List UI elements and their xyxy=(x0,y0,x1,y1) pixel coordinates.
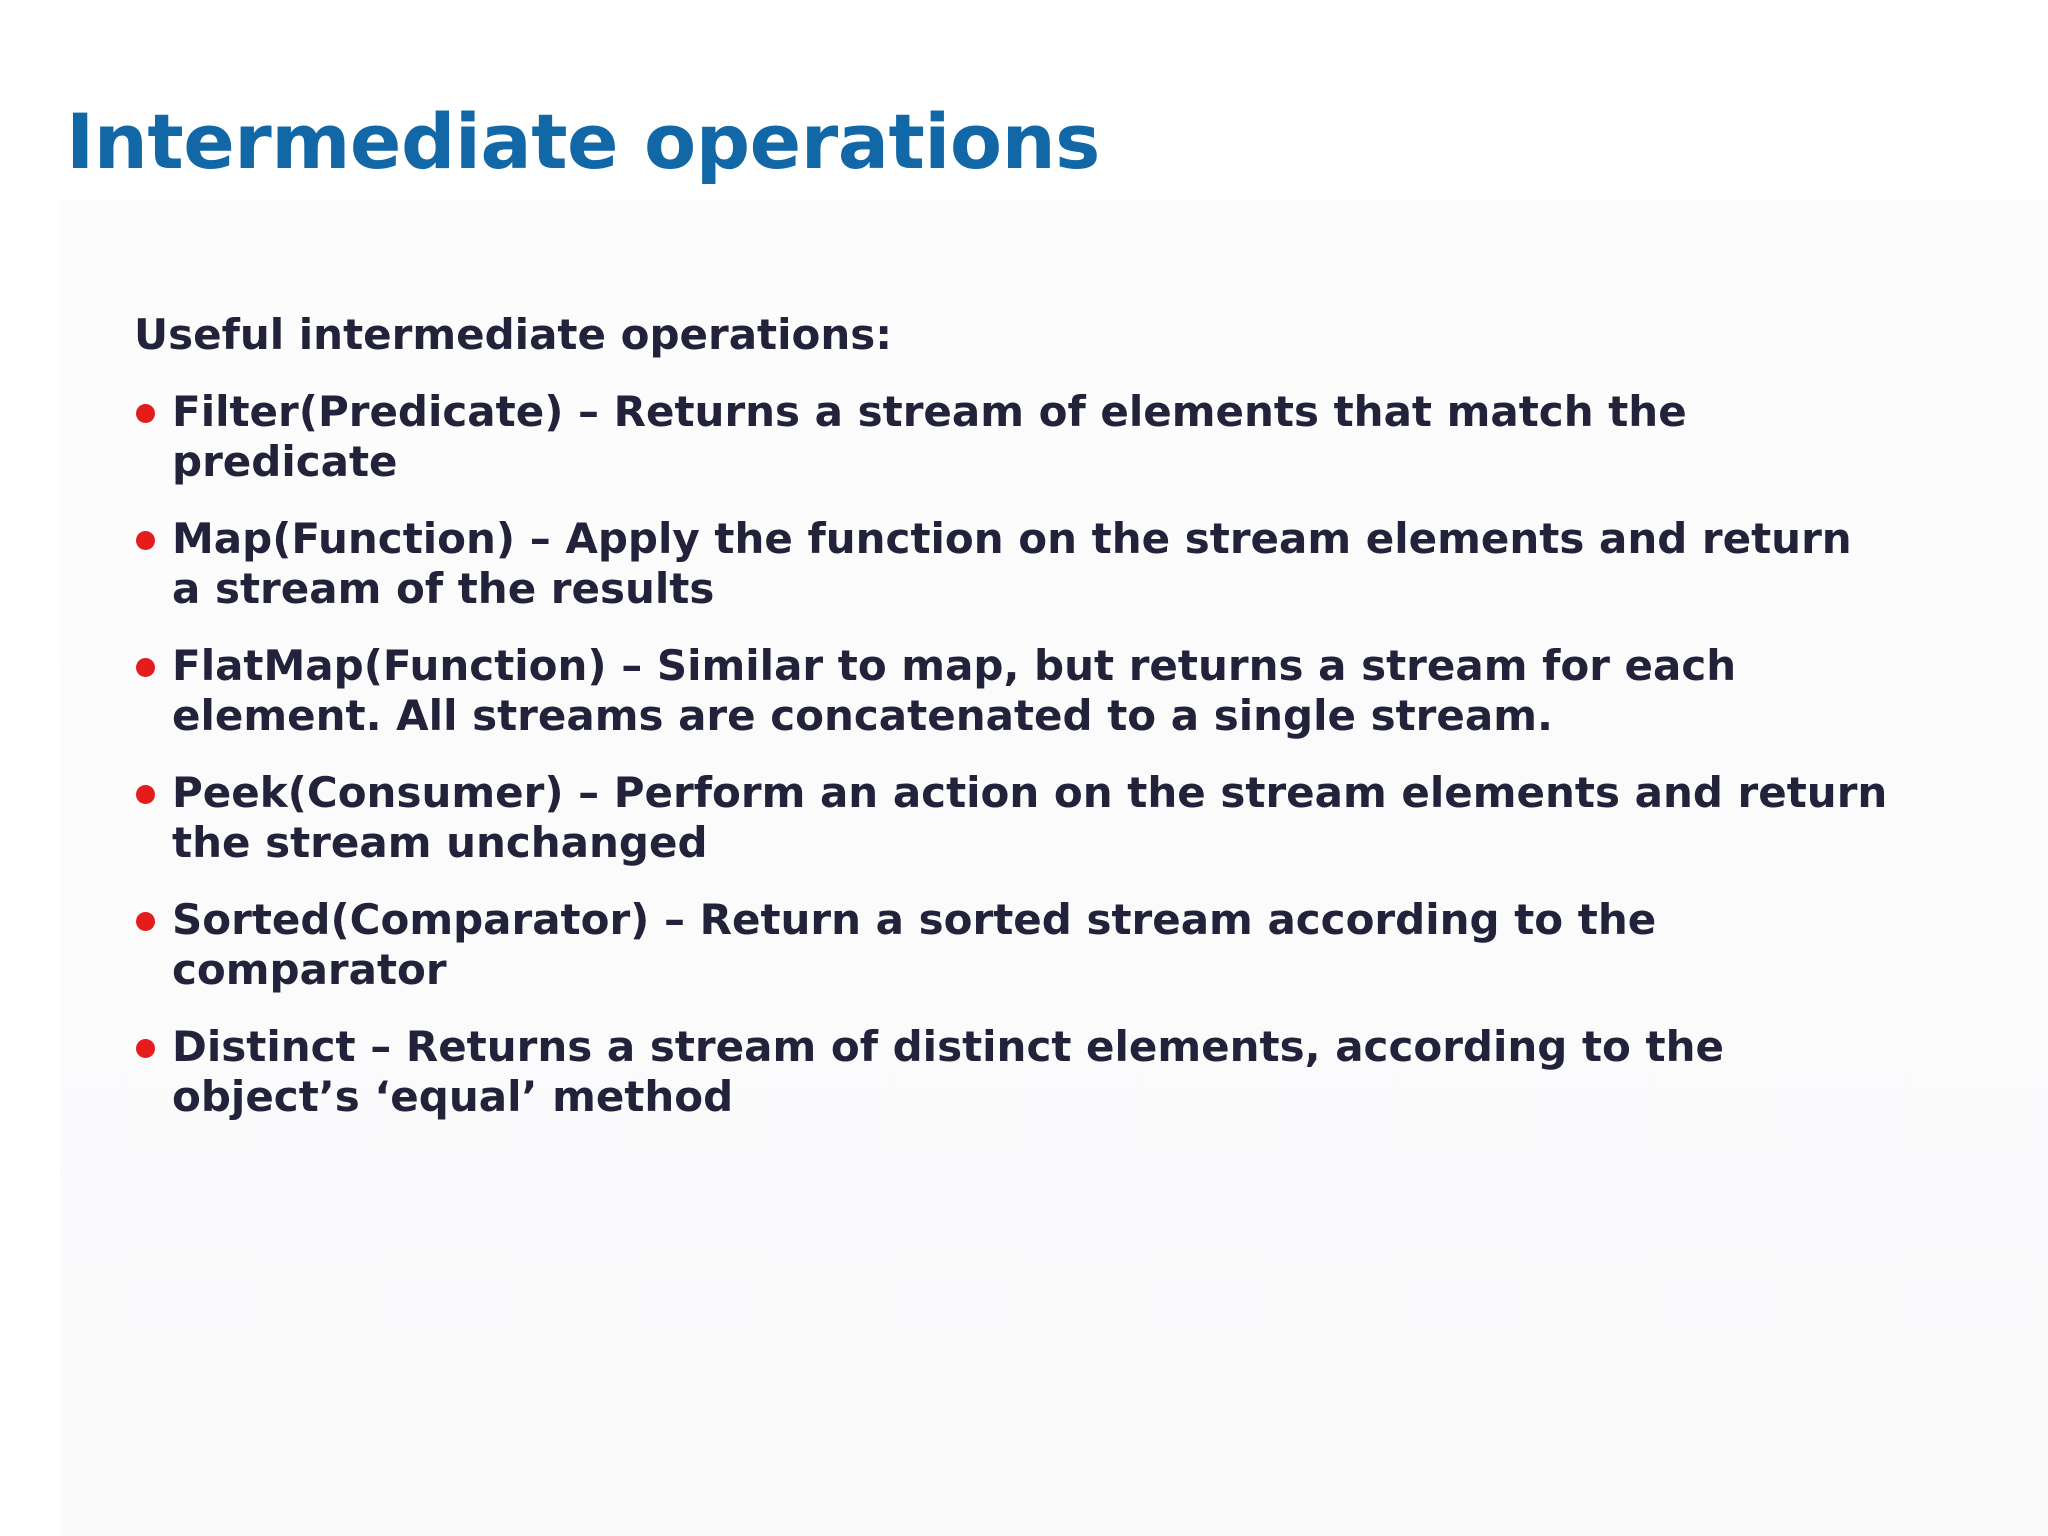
intro-text: Useful intermediate operations: xyxy=(134,310,893,359)
bullet-text: Peek(Consumer) – Perform an action on the stream elements and return the stream unchanged xyxy=(172,768,1888,867)
bullet-dot-icon xyxy=(136,785,155,804)
bullet-item-map xyxy=(134,514,1894,614)
bullet-text: FlatMap(Function) – Similar to map, but returns a stream for each element. All streams are concatenated to a single stream. xyxy=(172,641,1737,740)
slide-title: Intermediate operations xyxy=(66,97,1100,186)
bullet-item-peek xyxy=(134,768,1894,868)
bullet-item-distinct xyxy=(134,1022,1894,1122)
slide-body xyxy=(134,310,1894,1149)
bullet-dot-icon xyxy=(136,658,155,677)
bullet-item-sorted xyxy=(134,895,1894,995)
bullet-dot-icon xyxy=(136,1039,155,1058)
bullet-dot-icon xyxy=(136,912,155,931)
bullet-text: Distinct – Returns a stream of distinct elements, according to the object’s ‘equal’ method xyxy=(172,1022,1724,1121)
bullet-item-filter xyxy=(134,387,1894,487)
bullet-list xyxy=(134,387,1894,1122)
bullet-text: Sorted(Comparator) – Return a sorted stream according to the comparator xyxy=(172,895,1657,994)
bullet-item-flatmap xyxy=(134,641,1894,741)
bullet-text: Filter(Predicate) – Returns a stream of elements that match the predicate xyxy=(172,387,1687,486)
bullet-text: Map(Function) – Apply the function on the stream elements and return a stream of the results xyxy=(172,514,1852,613)
bullet-dot-icon xyxy=(136,404,155,423)
bullet-dot-icon xyxy=(136,531,155,550)
